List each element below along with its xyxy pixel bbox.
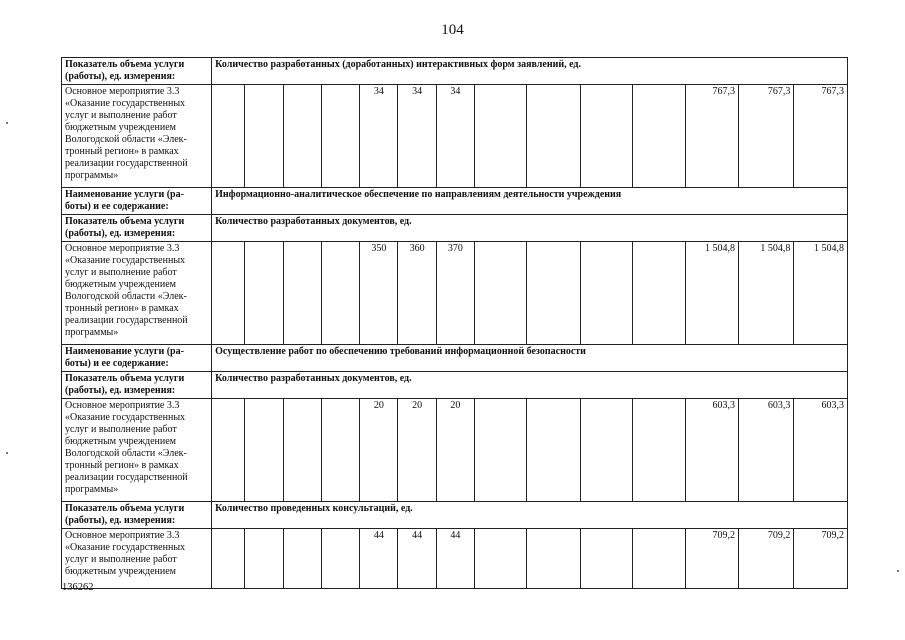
value-cell: 20 <box>436 399 474 502</box>
value-cell <box>527 529 580 589</box>
value-cell: 767,3 <box>685 85 738 188</box>
indicator-value: Количество разработанных документов, ед. <box>212 372 848 399</box>
service-label: Наименование услуги (ра-боты) и ее содержание: <box>62 188 212 215</box>
value-cell: 44 <box>436 529 474 589</box>
activity-label: Основное мероприятие 3.3 «Оказание государственных услуг и выполнение работ бюджетным учреждением Вологодской области «Элек-тронный регион» в рамках реализации государственной программы» <box>62 399 212 502</box>
value-cell: 767,3 <box>794 85 848 188</box>
value-cell <box>283 242 321 345</box>
service-value: Осуществление работ по обеспечению требований информационной безопасности <box>212 345 848 372</box>
value-cell <box>580 242 632 345</box>
value-cell <box>527 242 580 345</box>
value-cell <box>212 242 245 345</box>
scan-mark <box>6 122 8 124</box>
value-cell <box>475 529 527 589</box>
value-cell: 603,3 <box>738 399 793 502</box>
value-cell <box>475 85 527 188</box>
value-cell: 44 <box>360 529 398 589</box>
value-cell: 350 <box>360 242 398 345</box>
table-row <box>62 85 848 188</box>
state-assignment-table <box>61 57 848 589</box>
value-cell: 709,2 <box>794 529 848 589</box>
value-cell: 603,3 <box>685 399 738 502</box>
scan-mark <box>897 570 899 572</box>
value-cell <box>212 529 245 589</box>
value-cell <box>633 529 685 589</box>
value-cell <box>633 399 685 502</box>
indicator-label: Показатель объема услуги (работы), ед. измерения: <box>62 58 212 85</box>
value-cell <box>321 529 359 589</box>
value-cell: 44 <box>398 529 436 589</box>
value-cell: 34 <box>436 85 474 188</box>
value-cell: 709,2 <box>738 529 793 589</box>
value-cell <box>245 399 283 502</box>
indicator-value: Количество разработанных документов, ед. <box>212 215 848 242</box>
value-cell <box>321 399 359 502</box>
value-cell: 370 <box>436 242 474 345</box>
activity-label: Основное мероприятие 3.3 «Оказание государственных услуг и выполнение работ бюджетным учреждением Вологодской области «Элек-тронный регион» в рамках реализации государственной программы» <box>62 85 212 188</box>
table-row <box>62 242 848 345</box>
value-cell <box>283 85 321 188</box>
value-cell <box>633 242 685 345</box>
value-cell <box>283 399 321 502</box>
activity-label: Основное мероприятие 3.3 «Оказание государственных услуг и выполнение работ бюджетным учреждением Вологодской области «Элек-тронный регион» в рамках реализации государственной программы» <box>62 242 212 345</box>
value-cell: 34 <box>360 85 398 188</box>
value-cell: 1 504,8 <box>738 242 793 345</box>
activity-label: Основное мероприятие 3.3 «Оказание государственных услуг и выполнение работ бюджетным учреждением <box>62 529 212 589</box>
service-name-row <box>62 188 848 215</box>
value-cell: 603,3 <box>794 399 848 502</box>
value-cell <box>475 399 527 502</box>
table-row <box>62 399 848 502</box>
indicator-row <box>62 372 848 399</box>
indicator-label: Показатель объема услуги (работы), ед. измерения: <box>62 502 212 529</box>
value-cell <box>580 529 632 589</box>
value-cell <box>283 529 321 589</box>
value-cell: 360 <box>398 242 436 345</box>
value-cell: 709,2 <box>685 529 738 589</box>
value-cell <box>245 529 283 589</box>
indicator-label: Показатель объема услуги (работы), ед. измерения: <box>62 372 212 399</box>
service-label: Наименование услуги (ра-боты) и ее содержание: <box>62 345 212 372</box>
value-cell: 20 <box>398 399 436 502</box>
indicator-label: Показатель объема услуги (работы), ед. измерения: <box>62 215 212 242</box>
indicator-row <box>62 215 848 242</box>
indicator-value: Количество разработанных (доработанных) интерактивных форм заявлений, ед. <box>212 58 848 85</box>
indicator-row <box>62 502 848 529</box>
value-cell: 20 <box>360 399 398 502</box>
service-name-row <box>62 345 848 372</box>
value-cell <box>212 399 245 502</box>
value-cell <box>580 85 632 188</box>
value-cell <box>580 399 632 502</box>
value-cell: 1 504,8 <box>794 242 848 345</box>
value-cell <box>212 85 245 188</box>
value-cell <box>527 399 580 502</box>
value-cell: 34 <box>398 85 436 188</box>
page-number: 104 <box>441 22 464 38</box>
value-cell: 1 504,8 <box>685 242 738 345</box>
value-cell <box>245 85 283 188</box>
value-cell <box>321 242 359 345</box>
value-cell <box>245 242 283 345</box>
value-cell <box>527 85 580 188</box>
indicator-row <box>62 58 848 85</box>
value-cell <box>321 85 359 188</box>
scan-mark <box>6 452 8 454</box>
document-code: 136262 <box>62 582 94 593</box>
table-row <box>62 529 848 589</box>
indicator-value: Количество проведенных консультаций, ед. <box>212 502 848 529</box>
value-cell <box>475 242 527 345</box>
value-cell <box>633 85 685 188</box>
value-cell: 767,3 <box>738 85 793 188</box>
service-value: Информационно-аналитическое обеспечение по направлениям деятельности учреждения <box>212 188 848 215</box>
